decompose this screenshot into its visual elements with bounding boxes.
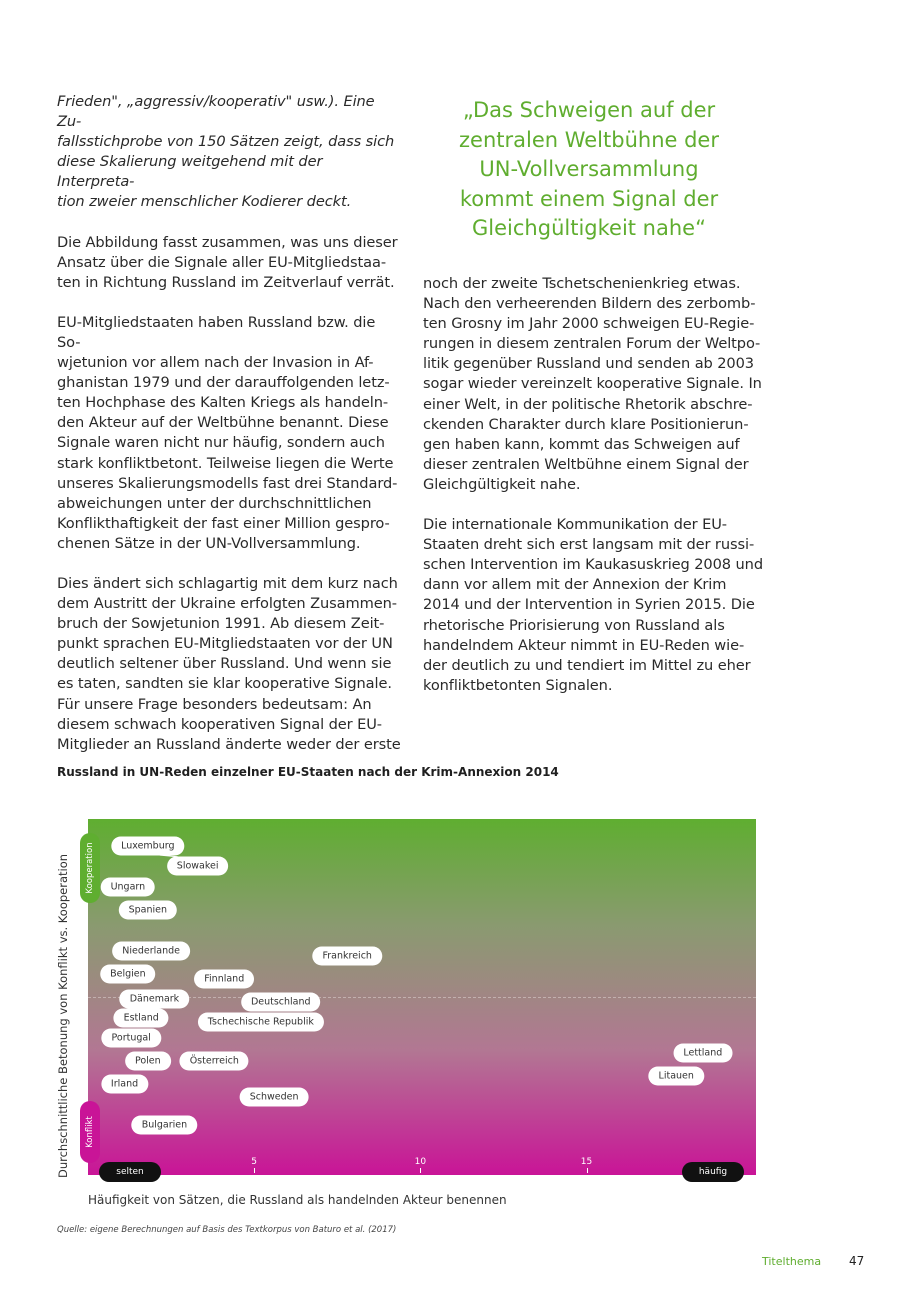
right-text-column xyxy=(423,274,768,716)
chart-point-label: Finnland xyxy=(194,969,254,988)
paragraph: EU-Mitgliedstaaten haben Russland bzw. die So- wjetunion vor allem nach der Invasion in Af- ghanistan 1979 und der darauffolgenden letz- ten Hochphase des Kalten Kriegs als handeln- den Akteur auf der Weltbühne benannt. Diese Signale waren nicht nur häufig, sondern auch stark konfliktbetont. Teilweise liegen die Werte unseres Skalierungsmodells fast drei Standard- abweichungen unter der durchschnittlichen Konflikthaftigkeit der fast einer Million gespro- chenen Sätze in der UN-Vollversammlung. xyxy=(57,313,398,552)
x-tick-mark xyxy=(587,1168,588,1173)
chart-point-label: Belgien xyxy=(100,965,156,984)
y-axis-high-label: Kooperation xyxy=(85,842,95,894)
chart-point-label: Bulgarien xyxy=(132,1115,197,1134)
x-tick-label: 15 xyxy=(580,1157,593,1167)
chart-point-label: Schweden xyxy=(240,1088,309,1107)
x-tick-mark xyxy=(420,1168,421,1173)
chart-point-label: Slowakei xyxy=(167,856,229,875)
chart-point-label: Niederlande xyxy=(112,942,190,961)
x-tick-mark xyxy=(254,1168,255,1173)
paragraph: noch der zweite Tschetschenienkrieg etwas. Nach den verheerenden Bildern des zerbomb- ten Grosny im Jahr 2000 schweigen EU-Regie- rungen in diesem zentralen Forum der Weltpo- litik gegenüber Russland und senden ab 2003 sogar wieder vereinzelt kooperative Signale. In einer Welt, in der politische Rhetorik abschre- ckenden Charakter durch klare Positionierun- gen haben kann, kommt das Schweigen auf dieser zentralen Weltbühne einem Signal der Gleichgültigkeit nahe. xyxy=(423,275,762,493)
chart-point-label: Deutschland xyxy=(241,992,321,1011)
y-axis-title: Durchschnittliche Betonung von Konflikt vs. Kooperation xyxy=(56,853,70,1179)
paragraph: Die Abbildung fasst zusammen, was uns dieser Ansatz über die Signale aller EU-Mitgliedstaa- ten in Richtung Russland im Zeitverlauf verrät. xyxy=(57,233,398,291)
source-note: Quelle: eigene Berechnungen auf Basis des Textkorpus von Baturo et al. (2017) xyxy=(57,1225,397,1235)
chart-point-label: Tschechische Republik xyxy=(198,1012,324,1031)
y-axis-low-label: Konflikt xyxy=(85,1116,95,1148)
y-axis-low-badge xyxy=(80,1101,100,1163)
chart-point-label: Irland xyxy=(101,1074,148,1093)
x-axis-low-label: selten xyxy=(99,1162,161,1182)
chart-point-label: Frankreich xyxy=(312,947,381,966)
paragraph: Frieden", „aggressiv/kooperativ" usw.). Eine Zu- fallsstichprobe von 150 Sätzen zeigt, dass sich diese Skalierung weitgehend mit der Interpreta- tion zweier menschlicher Kodierer deckt. xyxy=(57,93,395,211)
x-tick-label: 10 xyxy=(414,1157,427,1167)
x-tick-label: 5 xyxy=(251,1157,258,1167)
chart-point-label: Portugal xyxy=(102,1029,161,1048)
x-axis-title: Häufigkeit von Sätzen, die Russland als handelnden Akteur benennen xyxy=(88,1193,507,1207)
chart-point-label: Ungarn xyxy=(101,878,156,897)
paragraph: Die internationale Kommunikation der EU- Staaten dreht sich erst langsam mit der russi- schen Intervention im Kaukasuskrieg 2008 und dann vor allem mit der Annexion der Krim 2014 und der Intervention in Syrien 2015. Die rhetorische Priorisierung von Russland als handelndem Akteur nimmt in EU-Reden wie- der deutlich zu und tendiert im Mittel zu eher konfliktbetonten Signalen. xyxy=(423,516,763,694)
chart-point-label: Spanien xyxy=(119,901,177,920)
chart-point-label: Lettland xyxy=(673,1043,732,1062)
chart-point-label: Dänemark xyxy=(120,989,190,1008)
pull-quote: „Das Schweigen auf der zentralen Weltbühne der UN-Vollversammlung kommt einem Signal der Gleichgültigkeit nahe“ xyxy=(459,98,719,240)
chart-point-label: Litauen xyxy=(649,1066,704,1085)
page-number: 47 xyxy=(849,1254,865,1268)
left-text-column xyxy=(57,92,402,775)
x-axis-high-label: häufig xyxy=(682,1162,744,1182)
footer-section-label: Titelthema xyxy=(762,1255,822,1268)
chart-point-label: Estland xyxy=(114,1009,169,1028)
chart-point-label: Polen xyxy=(125,1051,171,1070)
y-axis-high-badge xyxy=(80,833,100,903)
chart-point-label: Luxemburg xyxy=(111,837,184,856)
chart-point-label: Österreich xyxy=(180,1051,249,1070)
chart-title: Russland in UN-Reden einzelner EU-Staaten nach der Krim-Annexion 2014 xyxy=(57,765,559,779)
paragraph: Dies ändert sich schlagartig mit dem kurz nach dem Austritt der Ukraine erfolgten Zusammen- bruch der Sowjetunion 1991. Ab diesem Zeit- punkt sprachen EU-Mitgliedstaaten vor der UN deutlich seltener über Russland. Und wenn sie es taten, sandten sie klar kooperative Signale. Für unsere Frage besonders bedeutsam: An diesem schwach kooperativen Signal der EU- Mitglieder an Russland änderte weder der erste xyxy=(57,574,401,753)
